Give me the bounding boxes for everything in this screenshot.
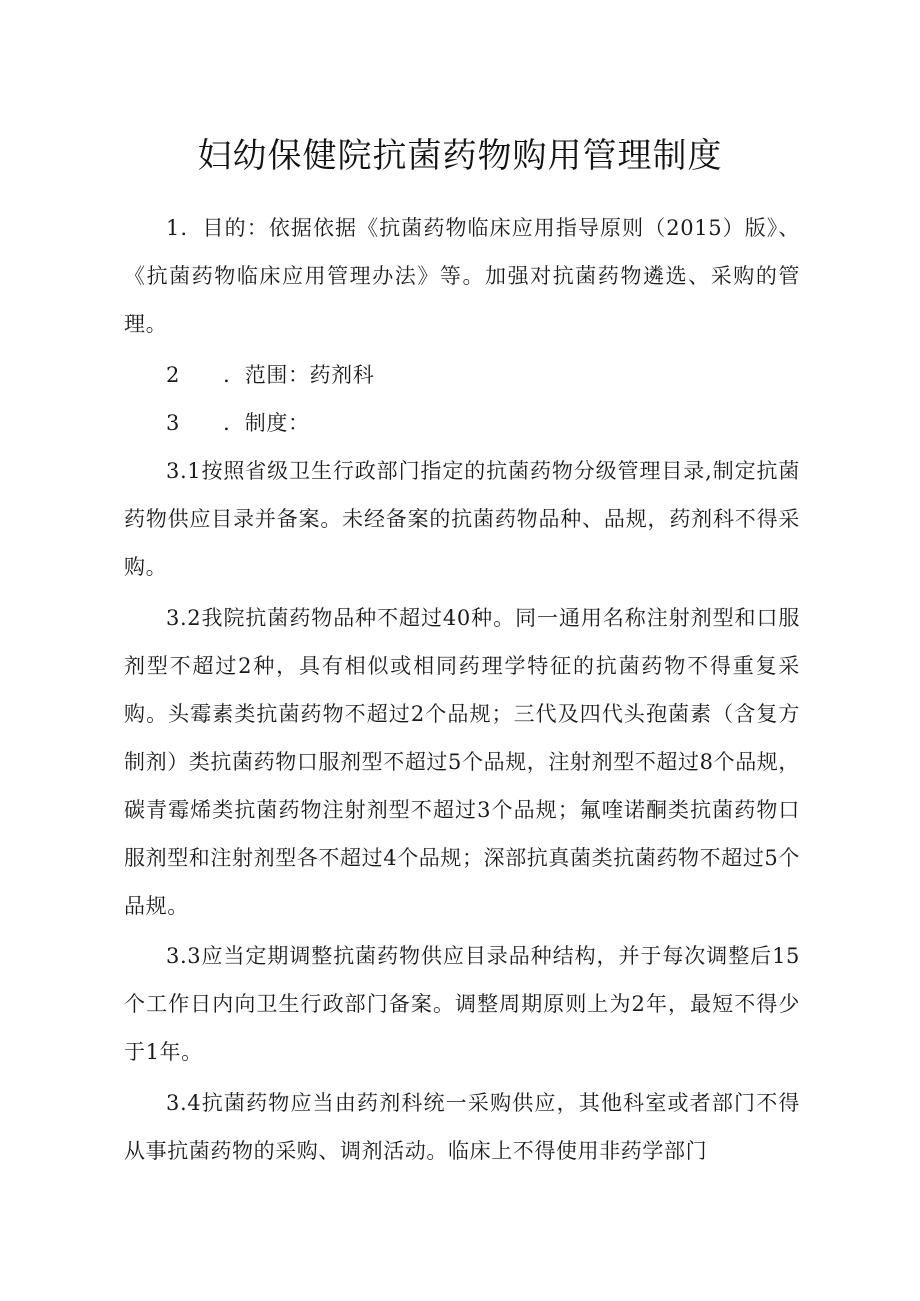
paragraph-scope: 2 ．范围：药剂科 bbox=[166, 363, 375, 387]
document-title: 妇幼保健院抗菌药物购用管理制度 bbox=[197, 136, 723, 176]
paragraph-3-4: 3.4抗菌药物应当由药剂科统一采购供应，其他科室或者部门不得从事抗菌药物的采购、调剂活动。临床上不得使用非药学部门 bbox=[124, 1091, 800, 1163]
paragraph-purpose: 1．目的：依据依据《抗菌药物临床应用指导原则（2015）版》、《抗菌药物临床应用管理办法》等。加强对抗菌药物遴选、采购的管理。 bbox=[124, 216, 800, 336]
paragraph-3-2: 3.2我院抗菌药物品种不超过40种。同一通用名称注射剂型和口服剂型不超过2种，具有相似或相同药理学特征的抗菌药物不得重复采购。头霉素类抗菌药物不超过2个品规；三代及四代头孢菌素（含复方制剂）类抗菌药物口服剂型不超过5个品规，注射剂型不超过8个品规，碳青霉烯类抗菌药物注射剂型不超过3个品规；氟喹诺酮类抗菌药物口服剂型和注射剂型各不超过4个品规；深部抗真菌类抗菌药物不超过5个品规。 bbox=[124, 606, 800, 918]
paragraph-system-heading: 3 ．制度： bbox=[166, 411, 310, 435]
paragraph-3-1: 3.1按照省级卫生行政部门指定的抗菌药物分级管理目录,制定抗菌药物供应目录并备案。未经备案的抗菌药物品种、品规，药剂科不得采购。 bbox=[124, 459, 800, 579]
paragraph-3-3: 3.3应当定期调整抗菌药物供应目录品种结构，并于每次调整后15个工作日内向卫生行政部门备案。调整周期原则上为2年，最短不得少于1年。 bbox=[124, 944, 800, 1064]
